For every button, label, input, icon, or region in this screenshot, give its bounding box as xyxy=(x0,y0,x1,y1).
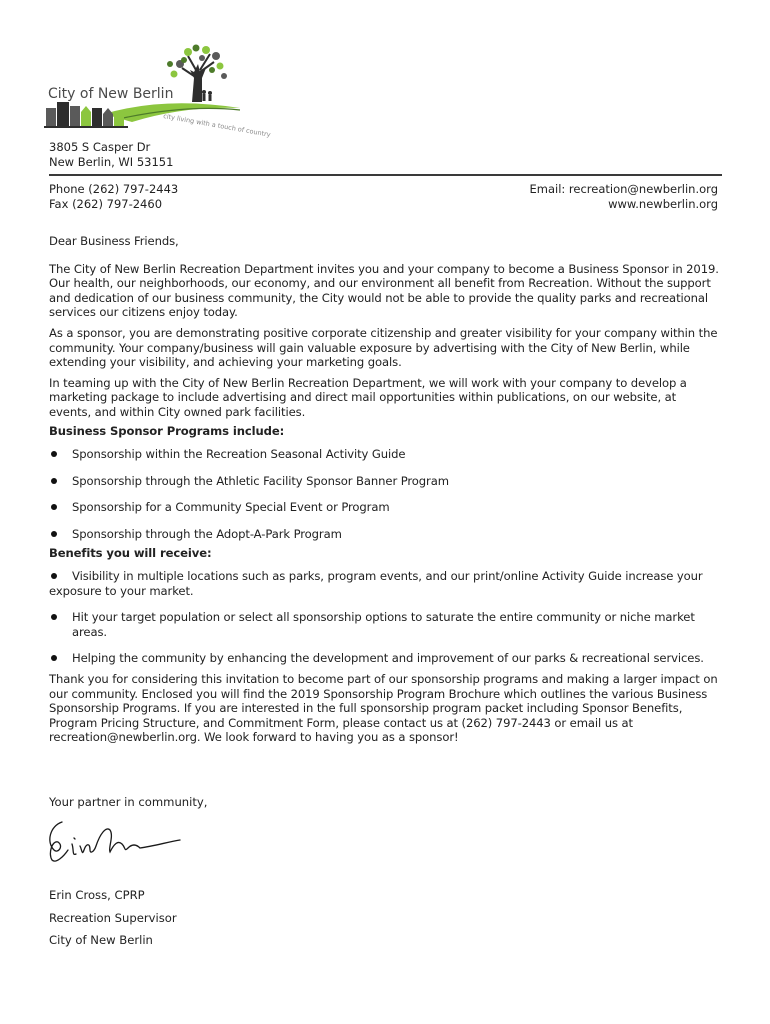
closing-line: Your partner in community, xyxy=(49,795,208,809)
contact-email-web xyxy=(529,182,718,212)
letter-body xyxy=(49,234,721,745)
greeting: Dear Business Friends, xyxy=(49,234,179,248)
fax-number: Fax (262) 797-2460 xyxy=(49,197,163,211)
benefit-item: Helping the community by enhancing the development and improvement of our parks & recreational services. xyxy=(49,651,721,666)
email-address: Email: recreation@newberlin.org xyxy=(529,182,718,196)
header-divider xyxy=(49,174,722,176)
benefits-list xyxy=(49,610,721,666)
program-item: Sponsorship through the Athletic Facility Sponsor Banner Program xyxy=(49,474,721,489)
program-item: Sponsorship through the Adopt-A-Park Program xyxy=(49,527,721,542)
website: www.newberlin.org xyxy=(608,197,718,211)
contact-phone-fax xyxy=(49,182,178,212)
signer-organization: City of New Berlin xyxy=(49,933,153,947)
paragraph-3: In teaming up with the City of New Berlin Recreation Department, we will work with your company to develop a marketing package to include advertising and direct mail opportunities within publications, on our website, at events, and within City owned park facilities. xyxy=(49,375,687,419)
handwritten-signature xyxy=(44,814,194,868)
address-block xyxy=(49,140,173,170)
signer-title: Recreation Supervisor xyxy=(49,910,177,925)
paragraph-4: Thank you for considering this invitation to become part of our sponsorship programs and making a larger impact on our community. Enclosed you will find the 2019 Sponsorship Program Brochure which outlines the various Business Sponsorship Programs. If you are interested in the full sponsorship program packet including Sponsor Benefits, Program Pricing Structure, and Commitment Form, please contact us at (262) 797-2443 or email us at recreation@newberlin.org. We look forward to having you as a sponsor! xyxy=(49,672,718,745)
paragraph-2: As a sponsor, you are demonstrating positive corporate citizenship and greater visibility for your company within the community. Your company/business will gain valuable exposure by advertising with the City of New Berlin, while extending your visibility, and achieving your marketing goals. xyxy=(49,325,718,370)
address-line-2: New Berlin, WI 53151 xyxy=(49,155,174,169)
benefit-item: Hit your target population or select all sponsorship options to saturate the entire community or niche market areas. xyxy=(49,610,721,639)
phone-number: Phone (262) 797-2443 xyxy=(49,182,179,196)
benefits-heading: Benefits you will receive: xyxy=(49,545,212,560)
signer-name: Erin Cross, CPRP xyxy=(49,888,145,902)
signoff-block xyxy=(49,884,177,952)
paragraph-1: The City of New Berlin Recreation Department invites you and your company to become a Business Sponsor in 2019. Our health, our neighborhoods, our economy, and our environment all benefit from Recreation. Without the support and dedication of our business community, the City would not be able to provide the quality parks and recreational services our citizens enjoy today. xyxy=(49,261,719,320)
logo-city-name: City of New Berlin xyxy=(48,86,174,102)
programs-list xyxy=(49,447,721,541)
address-line-1: 3805 S Casper Dr xyxy=(49,140,151,154)
program-item: Sponsorship within the Recreation Seasonal Activity Guide xyxy=(49,447,721,462)
logo-tagline: city living with a touch of country xyxy=(162,112,272,139)
city-logo xyxy=(44,42,272,139)
programs-heading: Business Sponsor Programs include: xyxy=(49,423,285,438)
program-item: Sponsorship for a Community Special Event or Program xyxy=(49,500,721,515)
benefit-item: Visibility in multiple locations such as parks, program events, and our print/online Activity Guide increase your exposure to your market. xyxy=(49,569,721,598)
